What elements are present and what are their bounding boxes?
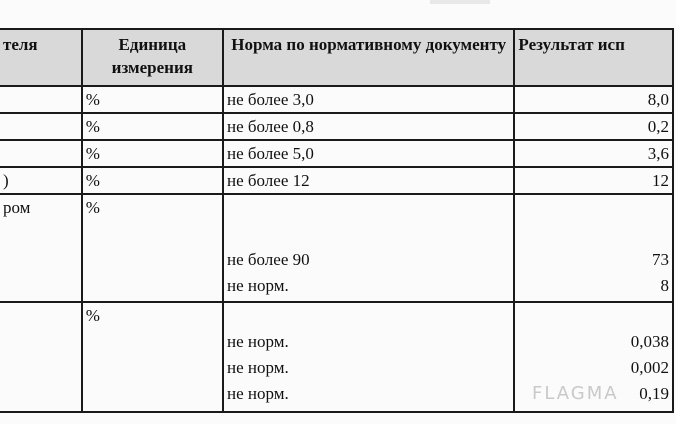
norm-cell: не более 0,8 bbox=[223, 113, 514, 140]
table-row-group bbox=[0, 194, 673, 302]
unit-cell: % bbox=[82, 302, 223, 412]
indicator-cell: ром bbox=[0, 194, 82, 302]
result-cell: 3,6 bbox=[514, 140, 673, 167]
unit-cell: % bbox=[82, 113, 223, 140]
norm-value: не норм. bbox=[226, 384, 289, 403]
header-row bbox=[0, 29, 673, 86]
norm-cell bbox=[223, 194, 514, 302]
unit-cell: % bbox=[82, 86, 223, 113]
indicator-cell bbox=[0, 140, 82, 167]
result-value: 73 bbox=[652, 250, 669, 269]
result-cell: 0,2 bbox=[514, 113, 673, 140]
result-value: 8 bbox=[660, 276, 669, 295]
table-row bbox=[0, 140, 673, 167]
table-row bbox=[0, 86, 673, 113]
result-value: 0,19 bbox=[639, 384, 669, 403]
norm-cell bbox=[223, 302, 514, 412]
result-value: 0,002 bbox=[630, 358, 669, 377]
unit-cell: % bbox=[82, 194, 223, 302]
result-value: 0,038 bbox=[630, 332, 669, 351]
norm-value: не норм. bbox=[226, 276, 289, 295]
table-row bbox=[0, 113, 673, 140]
header-norm: Норма по нормативному документу bbox=[223, 29, 514, 86]
norm-cell: не более 3,0 bbox=[223, 86, 514, 113]
watermark-text: FLAGMA bbox=[532, 383, 619, 404]
norm-value: не норм. bbox=[226, 332, 289, 351]
result-cell bbox=[514, 194, 673, 302]
indicator-cell bbox=[0, 302, 82, 412]
header-unit: Единица измерения bbox=[82, 29, 223, 86]
norm-cell: не более 12 bbox=[223, 167, 514, 194]
test-results-table bbox=[0, 28, 674, 413]
header-result: Результат исп bbox=[514, 29, 673, 86]
indicator-cell bbox=[0, 113, 82, 140]
indicator-cell: ) bbox=[0, 167, 82, 194]
unit-cell: % bbox=[82, 167, 223, 194]
unit-cell: % bbox=[82, 140, 223, 167]
result-cell: 8,0 bbox=[514, 86, 673, 113]
table-row bbox=[0, 167, 673, 194]
norm-value: не более 90 bbox=[226, 250, 310, 269]
result-cell: 12 bbox=[514, 167, 673, 194]
indicator-cell bbox=[0, 86, 82, 113]
norm-value: не норм. bbox=[226, 358, 289, 377]
norm-cell: не более 5,0 bbox=[223, 140, 514, 167]
header-indicator: теля bbox=[0, 29, 82, 86]
scan-artifact bbox=[430, 0, 490, 4]
